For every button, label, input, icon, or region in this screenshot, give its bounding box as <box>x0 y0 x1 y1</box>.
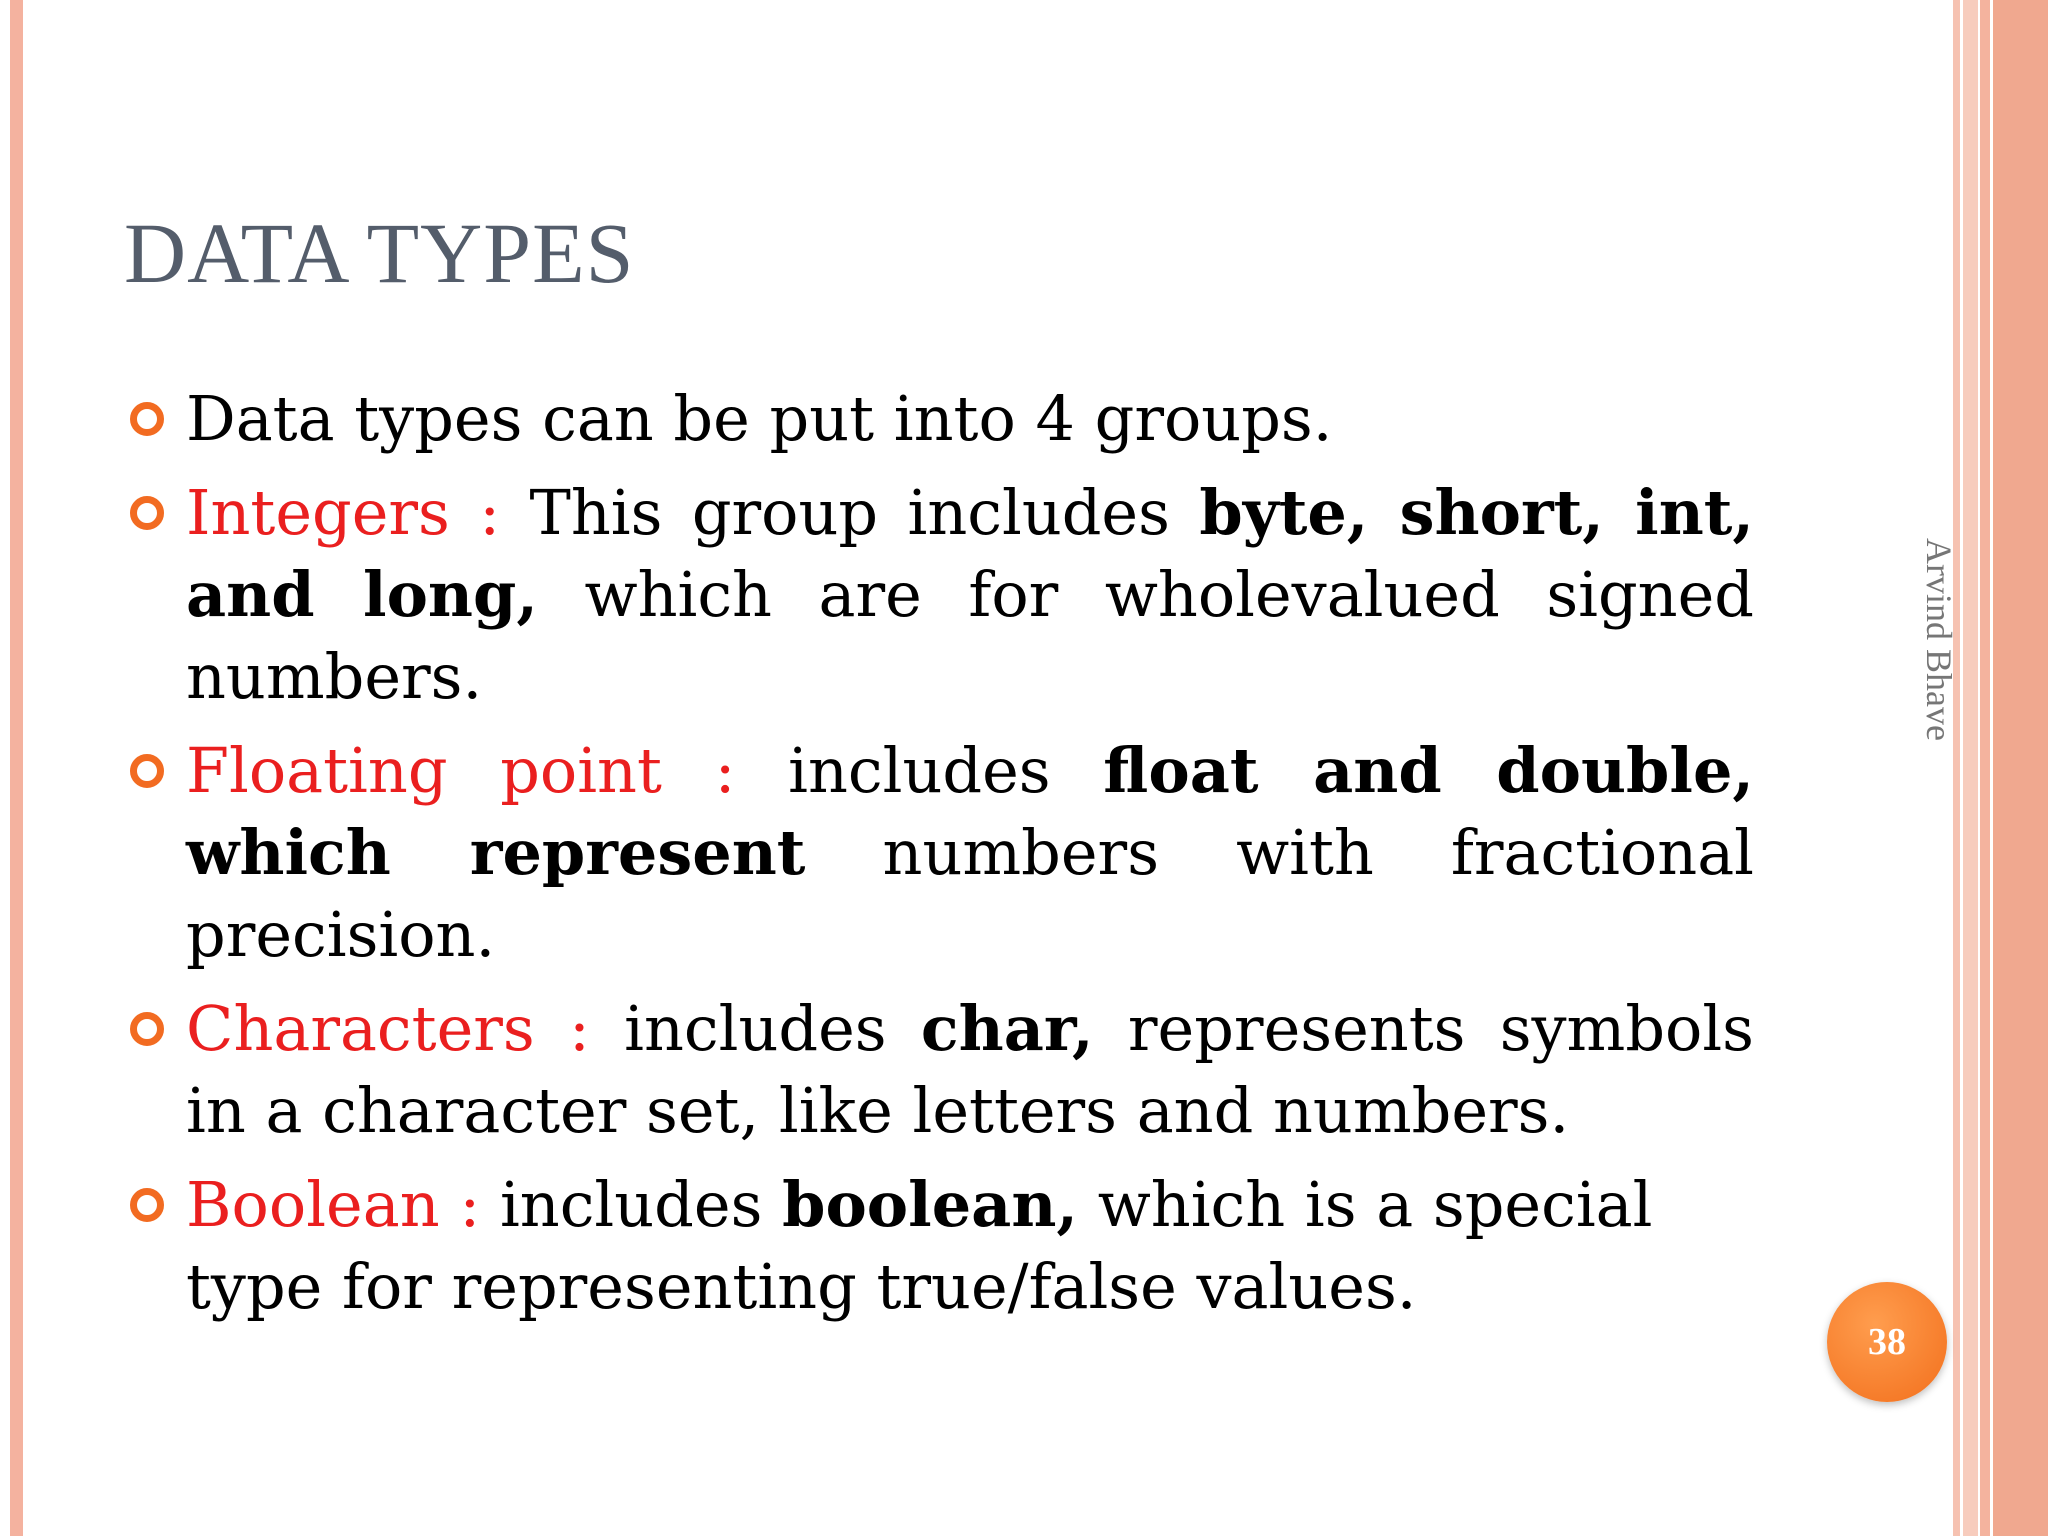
right-border-stripe <box>1980 0 1990 1536</box>
bullet-list <box>186 378 1754 1340</box>
bullet-text: which are for wholevalued signed numbers. <box>186 558 1754 713</box>
bullet-text: which is a special type for representing true/false values. <box>186 1168 1653 1323</box>
bullet-item <box>186 378 1754 460</box>
bullet-text: This group includes <box>500 476 1200 549</box>
bullet-text: includes <box>480 1168 783 1241</box>
slide-title: DATA TYPES <box>124 205 635 301</box>
right-border-stripe <box>1963 0 1978 1536</box>
left-border-decoration <box>10 0 23 1536</box>
bullet-bold-text: float and double, which represent <box>186 734 1754 889</box>
ring-bullet-icon <box>130 1188 164 1222</box>
bullet-bold-text: char, <box>920 992 1094 1065</box>
page-number-badge: 38 <box>1827 1282 1947 1402</box>
bullet-item-characters <box>186 988 1754 1152</box>
bullet-text: includes <box>589 992 921 1065</box>
bullet-item-boolean <box>186 1164 1754 1328</box>
bullet-text: represents symbols in a character set, like letters and numbers. <box>186 992 1755 1147</box>
ring-bullet-icon <box>130 496 164 530</box>
ring-bullet-icon <box>130 402 164 436</box>
right-border-stripe <box>1953 0 1960 1536</box>
bullet-text: includes <box>735 734 1104 807</box>
bullet-item-floating-point <box>186 730 1754 976</box>
bullet-bold-text: boolean, <box>782 1168 1078 1241</box>
bullet-label: Floating point : <box>186 734 736 807</box>
bullet-text: Data types can be put into 4 groups. <box>186 382 1333 455</box>
ring-bullet-icon <box>130 754 164 788</box>
bullet-label: Integers : <box>186 476 501 549</box>
ring-bullet-icon <box>130 1012 164 1046</box>
bullet-label: Boolean : <box>186 1168 481 1241</box>
bullet-bold-text: byte, short, int, and long, <box>186 476 1754 631</box>
bullet-item-integers <box>186 472 1754 718</box>
bullet-text: numbers with fractional precision. <box>186 816 1754 971</box>
author-name: Arvind Bhave <box>1919 538 1959 741</box>
right-border-stripe <box>1993 0 2048 1536</box>
bullet-label: Characters : <box>186 992 590 1065</box>
